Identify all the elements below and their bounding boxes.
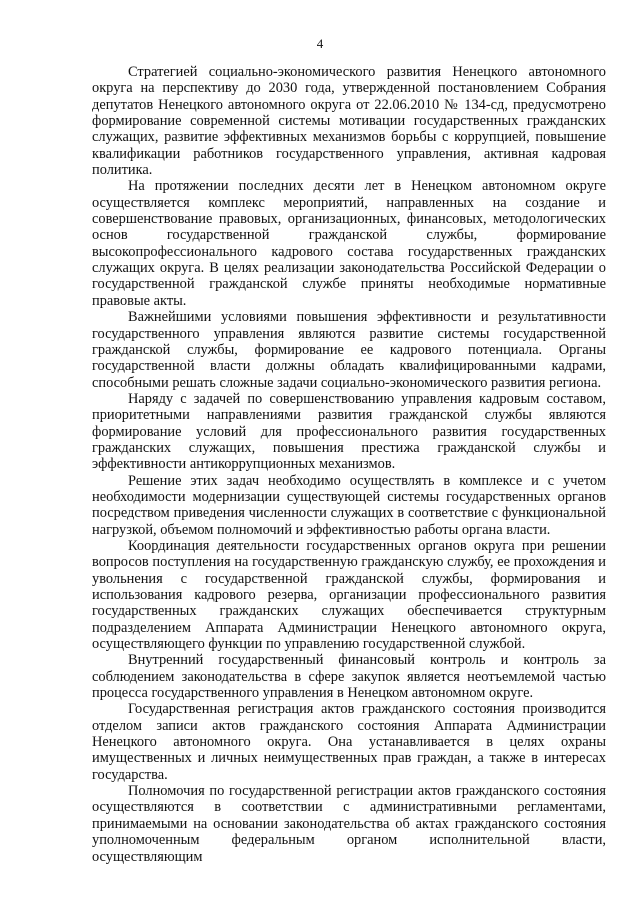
paragraph-modernization: Решение этих задач необходимо осуществлять в комплексе и с учетом необходимости модернизации существующей системы государственных органов посредством приведения численности служащих в соответствие с функциональной нагрузкой, объемом полномочий и эффективностью работы органа власти. [92,472,606,538]
document-body [92,64,606,865]
paragraph-coordination: Координация деятельности государственных органов округа при решении вопросов поступления на государственную гражданскую службу, ее прохождения и увольнения с государственной гражданской службы, формирования и использования кадрового резерва, организации профессионального развития государственных гражданских служащих обеспечивается структурным подразделением Аппарата Администрации Ненецкого автономного округа, осуществляющего функции по управлению государственной службой. [92,537,606,653]
page-number: 4 [316,36,324,51]
paragraph-civil-registration: Государственная регистрация актов гражданского состояния производится отделом записи актов гражданского состояния Аппарата Администрации Ненецкого автономного округа. Она устанавливается в целях охраны имущественных и личных неимущественных прав граждан, а также в интересах государства. [92,701,606,783]
paragraph-financial-control: Внутренний государственный финансовый контроль и контроль за соблюдением законодательства в сфере закупок является неотъемлемой частью процесса государственного управления в Ненецком автономном округе. [92,652,606,702]
paragraph-priority-directions: Наряду с задачей по совершенствованию управления кадровым составом, приоритетными направлениями развития гражданской службы являются формирование условий для профессионального развития государственных гражданских служащих, повышения престижа гражданской службы и эффективности антикоррупционных механизмов. [92,390,606,473]
paragraph-registration-powers: Полномочия по государственной регистрации актов гражданского состояния осуществляются в соответствии с административными регламентами, принимаемыми на основании законодательства об актах гражданского состояния уполномоченным федеральным органом исполнительной власти, осуществляющим [92,783,606,865]
paragraph-civil-service-measures: На протяжении последних десяти лет в Ненецком автономном округе осуществляется комплекс мероприятий, направленных на создание и совершенствование правовых, организационных, финансовых, методологических основ государственной гражданской службы, формирование высокопрофессионального кадрового состава государственных гражданских служащих округа. В целях реализации законодательства Российской Федерации о государственной гражданской службе приняты необходимые нормативные правовые акты. [92,178,606,309]
paragraph-efficiency-conditions: Важнейшими условиями повышения эффективности и результативности государственного управления являются развитие системы государственной гражданской службы, формирование ее кадрового потенциала. Органы государственной власти должны обладать квалифицированными кадрами, способными решать сложные задачи социально-экономического развития региона. [92,309,606,391]
paragraph-strategy: Стратегией социально-экономического развития Ненецкого автономного округа на перспективу до 2030 года, утвержденной постановлением Собрания депутатов Ненецкого автономного округа от 22.06.2010 № 134-сд, предусмотрено формирование современной системы мотивации государственных гражданских служащих, развитие эффективных механизмов борьбы с коррупцией, повышение квалификации работников государственного управления, активная кадровая политика. [92,64,606,179]
